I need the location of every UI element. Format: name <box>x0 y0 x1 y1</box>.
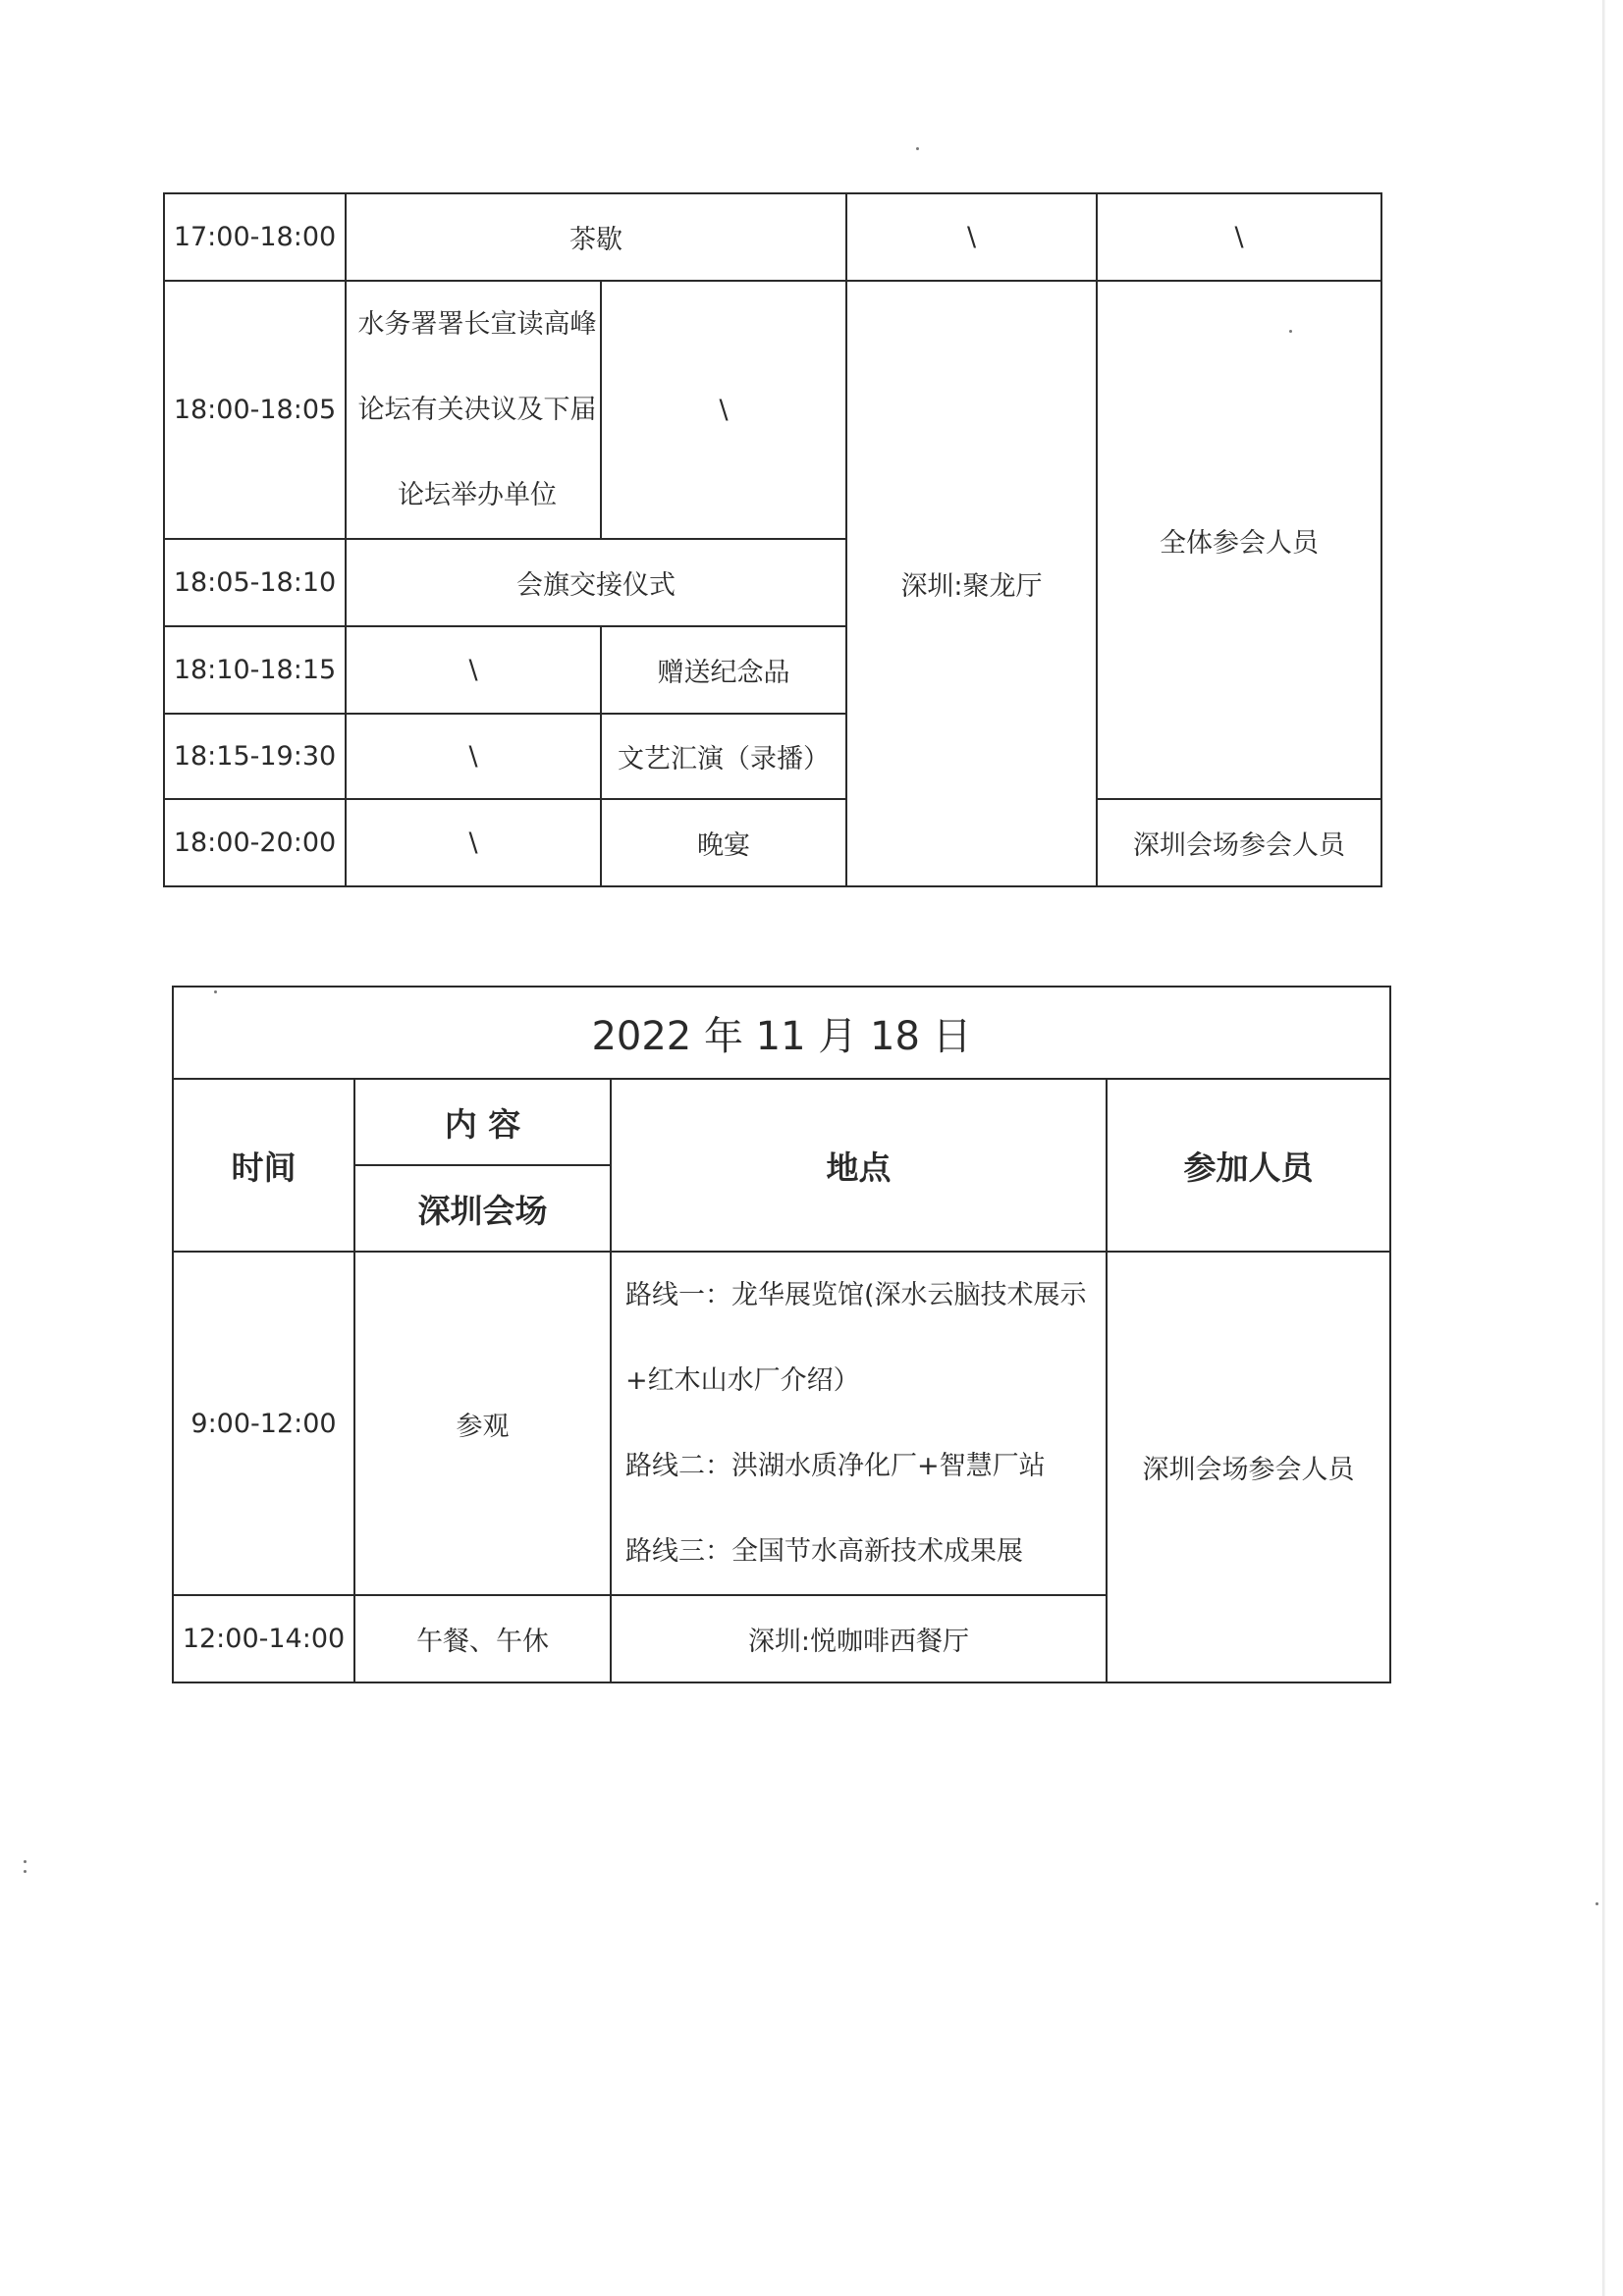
time-cell: 9:00-12:00 <box>173 1252 354 1595</box>
table-row <box>164 281 1381 539</box>
time-cell: 18:15-19:30 <box>164 714 346 799</box>
content-cell: 水务署署长宣读高峰论坛有关决议及下届论坛举办单位 <box>346 281 601 539</box>
place-cell: \ <box>846 193 1097 281</box>
scan-speck <box>1596 1902 1598 1905</box>
content-cell: 参观 <box>354 1252 611 1595</box>
scan-speck <box>24 1870 27 1873</box>
route-item: 路线二：洪湖水质净化厂+智慧厂站 <box>625 1451 1046 1481</box>
table-row <box>173 987 1390 1079</box>
header-time: 时间 <box>173 1079 354 1252</box>
page-edge <box>1602 0 1605 2296</box>
content-cell: 晚宴 <box>601 799 846 886</box>
content-cell: \ <box>601 281 846 539</box>
people-shenzhen-cell: 深圳会场参会人员 <box>1097 799 1381 886</box>
people-cell: 深圳会场参会人员 <box>1107 1252 1390 1682</box>
header-place: 地点 <box>611 1079 1107 1252</box>
table-row <box>173 1079 1390 1165</box>
table-row <box>164 193 1381 281</box>
people-all-cell: 全体参会人员 <box>1097 281 1381 799</box>
content-cell: 文艺汇演（录播） <box>601 714 846 799</box>
people-cell: \ <box>1097 193 1381 281</box>
schedule-table-evening <box>163 192 1382 887</box>
content-cell: 午餐、午休 <box>354 1595 611 1682</box>
table-row <box>173 1252 1390 1595</box>
schedule-table-nov18 <box>172 986 1391 1683</box>
table-row <box>164 799 1381 886</box>
header-content: 内 容 <box>354 1079 611 1165</box>
time-cell: 17:00-18:00 <box>164 193 346 281</box>
scan-speck <box>214 990 217 993</box>
route-item: 路线一：龙华展览馆(深水云脑技术展示+红木山水厂介绍） <box>625 1280 1087 1396</box>
header-content-sub: 深圳会场 <box>354 1165 611 1252</box>
scan-speck <box>916 147 919 150</box>
date-title: 2022 年 11 月 18 日 <box>173 987 1390 1079</box>
content-cell: \ <box>346 799 601 886</box>
time-cell: 12:00-14:00 <box>173 1595 354 1682</box>
scan-speck <box>24 1860 27 1863</box>
shared-place-cell: 深圳:聚龙厅 <box>846 281 1097 886</box>
route-item: 路线三：全国节水高新技术成果展 <box>625 1536 1023 1567</box>
time-cell: 18:05-18:10 <box>164 539 346 626</box>
time-cell: 18:10-18:15 <box>164 626 346 714</box>
content-cell: \ <box>346 626 601 714</box>
time-cell: 18:00-20:00 <box>164 799 346 886</box>
content-cell: 茶歇 <box>346 193 846 281</box>
place-cell: 深圳:悦咖啡西餐厅 <box>611 1595 1107 1682</box>
routes-cell <box>611 1252 1107 1595</box>
content-cell: \ <box>346 714 601 799</box>
time-cell: 18:00-18:05 <box>164 281 346 539</box>
content-cell: 赠送纪念品 <box>601 626 846 714</box>
content-cell: 会旗交接仪式 <box>346 539 846 626</box>
header-people: 参加人员 <box>1107 1079 1390 1252</box>
scan-speck <box>1289 330 1292 333</box>
